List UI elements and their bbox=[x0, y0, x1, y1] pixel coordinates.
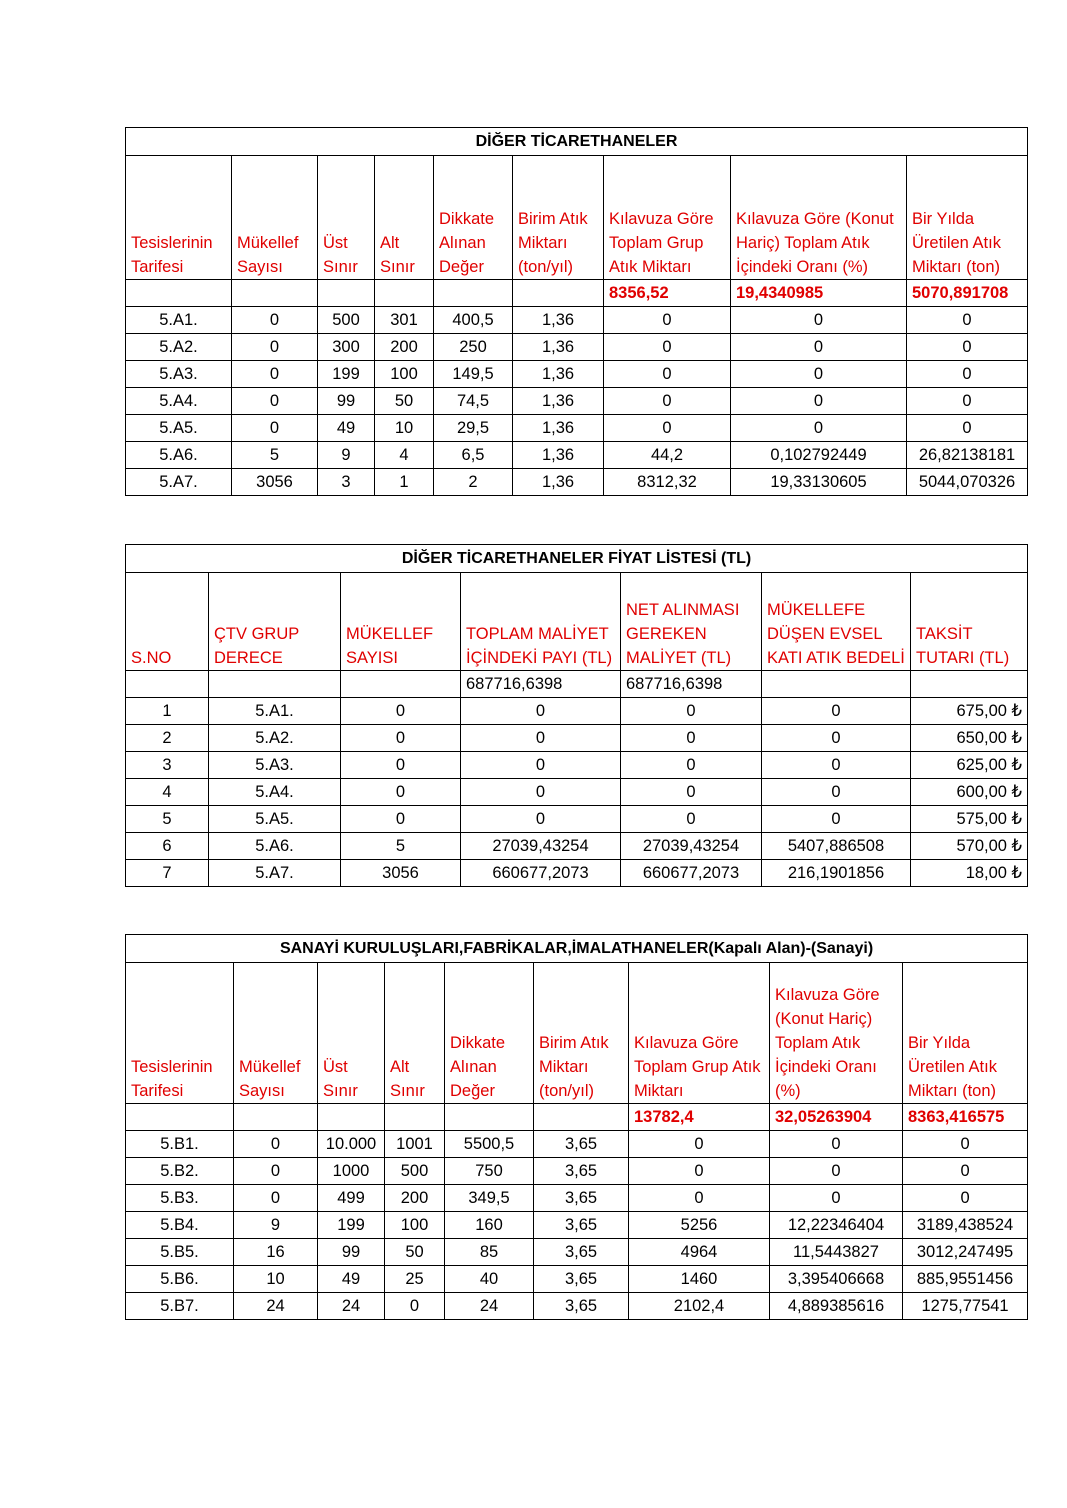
table-cell: 3,65 bbox=[534, 1239, 629, 1266]
table-cell: 660677,2073 bbox=[461, 860, 621, 887]
table-cell: 5 bbox=[341, 833, 461, 860]
column-header: Alt Sınır bbox=[375, 156, 434, 280]
table-cell: 5.A2. bbox=[126, 334, 232, 361]
table-cell: 149,5 bbox=[434, 361, 513, 388]
table-row bbox=[126, 388, 1028, 415]
table-cell: 0 bbox=[461, 752, 621, 779]
column-header: Kılavuza Göre (Konut Hariç) Toplam Atık İçindeki Oranı (%) bbox=[731, 156, 907, 280]
table-cell: 0 bbox=[234, 1185, 318, 1212]
table-cell: 26,82138181 bbox=[907, 442, 1028, 469]
table-row bbox=[126, 361, 1028, 388]
table-cell: 5.A7. bbox=[126, 469, 232, 496]
table-row bbox=[126, 860, 1028, 887]
column-header: Bir Yılda Üretilen Atık Miktarı (ton) bbox=[907, 156, 1028, 280]
table-cell: 49 bbox=[318, 1266, 385, 1293]
table-cell: 0 bbox=[621, 806, 762, 833]
column-header: Dikkate Alınan Değer bbox=[434, 156, 513, 280]
table-row bbox=[126, 752, 1028, 779]
total-cell bbox=[385, 1104, 445, 1131]
table-cell: 0 bbox=[341, 806, 461, 833]
table-cell: 5 bbox=[126, 806, 209, 833]
table-row bbox=[126, 1266, 1028, 1293]
table-cell: 25 bbox=[385, 1266, 445, 1293]
table-cell: 5.A6. bbox=[209, 833, 341, 860]
table-cell: 0 bbox=[604, 388, 731, 415]
table-cell: 3,65 bbox=[534, 1185, 629, 1212]
table-row bbox=[126, 1131, 1028, 1158]
table-cell: 1460 bbox=[629, 1266, 770, 1293]
table-cell: 0 bbox=[461, 779, 621, 806]
table-cell: 4 bbox=[375, 442, 434, 469]
table-cell: 216,1901856 bbox=[762, 860, 911, 887]
table-cell: 885,9551456 bbox=[903, 1266, 1028, 1293]
total-cell bbox=[911, 671, 1028, 698]
table-cell: 0 bbox=[604, 334, 731, 361]
table-cell: 3 bbox=[318, 469, 375, 496]
table-cell: 0 bbox=[731, 334, 907, 361]
table-cell: 1,36 bbox=[513, 415, 604, 442]
table-cell: 1,36 bbox=[513, 361, 604, 388]
table-cell: 0 bbox=[907, 388, 1028, 415]
table-cell: 6 bbox=[126, 833, 209, 860]
table-cell: 5.A4. bbox=[126, 388, 232, 415]
table-cell: 3,65 bbox=[534, 1212, 629, 1239]
table-cell: 0 bbox=[604, 307, 731, 334]
table-cell: 500 bbox=[318, 307, 375, 334]
total-cell bbox=[341, 671, 461, 698]
table-cell: 0 bbox=[232, 415, 318, 442]
table-row bbox=[126, 833, 1028, 860]
table-cell: 5.A3. bbox=[126, 361, 232, 388]
column-header: S.NO bbox=[126, 573, 209, 671]
table-cell: 5044,070326 bbox=[907, 469, 1028, 496]
table-cell: 675,00 ₺ bbox=[911, 698, 1028, 725]
table-cell: 3,395406668 bbox=[770, 1266, 903, 1293]
total-cell bbox=[209, 671, 341, 698]
column-header: Kılavuza Göre Toplam Grup Atık Miktarı bbox=[604, 156, 731, 280]
table-cell: 4,889385616 bbox=[770, 1293, 903, 1320]
table-cell: 0 bbox=[341, 725, 461, 752]
table-cell: 0 bbox=[385, 1293, 445, 1320]
table-cell: 44,2 bbox=[604, 442, 731, 469]
total-cell bbox=[445, 1104, 534, 1131]
table-cell: 3,65 bbox=[534, 1266, 629, 1293]
table-cell: 400,5 bbox=[434, 307, 513, 334]
table-cell: 3,65 bbox=[534, 1158, 629, 1185]
table-cell: 349,5 bbox=[445, 1185, 534, 1212]
column-header: Üst Sınır bbox=[318, 156, 375, 280]
table-cell: 625,00 ₺ bbox=[911, 752, 1028, 779]
table-cell: 10 bbox=[375, 415, 434, 442]
table-cell: 0 bbox=[461, 806, 621, 833]
column-header: Mükellef Sayısı bbox=[232, 156, 318, 280]
total-group-waste: 8356,52 bbox=[604, 280, 731, 307]
table-cell: 85 bbox=[445, 1239, 534, 1266]
table-row bbox=[126, 415, 1028, 442]
table-cell: 5.A1. bbox=[126, 307, 232, 334]
table-cell: 0 bbox=[907, 415, 1028, 442]
table-title: DİĞER TİCARETHANELER bbox=[126, 128, 1028, 156]
total-cell bbox=[318, 280, 375, 307]
table-cell: 5.B5. bbox=[126, 1239, 234, 1266]
column-header: Alt Sınır bbox=[385, 963, 445, 1104]
column-header: ÇTV GRUP DERECE bbox=[209, 573, 341, 671]
total-net-cost: 687716,6398 bbox=[621, 671, 762, 698]
table-cell: 0 bbox=[903, 1158, 1028, 1185]
table-cell: 27039,43254 bbox=[461, 833, 621, 860]
table-cell: 5.A5. bbox=[126, 415, 232, 442]
total-cell bbox=[513, 280, 604, 307]
table-cell: 4 bbox=[126, 779, 209, 806]
table-cell: 5.A4. bbox=[209, 779, 341, 806]
table-cell: 0 bbox=[621, 698, 762, 725]
table-cell: 5.A7. bbox=[209, 860, 341, 887]
table-cell: 2 bbox=[126, 725, 209, 752]
table-cell: 24 bbox=[318, 1293, 385, 1320]
column-header: Birim Atık Miktarı (ton/yıl) bbox=[513, 156, 604, 280]
table-cell: 99 bbox=[318, 1239, 385, 1266]
table-row bbox=[126, 469, 1028, 496]
table-row bbox=[126, 307, 1028, 334]
table-cell: 3012,247495 bbox=[903, 1239, 1028, 1266]
table-cell: 0 bbox=[232, 307, 318, 334]
table-cell: 6,5 bbox=[434, 442, 513, 469]
column-header: Mükellef Sayısı bbox=[234, 963, 318, 1104]
table-cell: 5.B1. bbox=[126, 1131, 234, 1158]
table-cell: 0 bbox=[731, 415, 907, 442]
column-header: NET ALINMASI GEREKEN MALİYET (TL) bbox=[621, 573, 762, 671]
table-cell: 100 bbox=[385, 1212, 445, 1239]
table-cell: 1000 bbox=[318, 1158, 385, 1185]
total-cell bbox=[318, 1104, 385, 1131]
table-cell: 50 bbox=[375, 388, 434, 415]
header-row bbox=[126, 573, 1028, 671]
column-header: MÜKELLEF SAYISI bbox=[341, 573, 461, 671]
table-cell: 0 bbox=[461, 698, 621, 725]
totals-row bbox=[126, 671, 1028, 698]
table-cell: 5.B7. bbox=[126, 1293, 234, 1320]
table-cell: 3 bbox=[126, 752, 209, 779]
table-cell: 0 bbox=[604, 361, 731, 388]
table-cell: 750 bbox=[445, 1158, 534, 1185]
table-cell: 18,00 ₺ bbox=[911, 860, 1028, 887]
table-cell: 650,00 ₺ bbox=[911, 725, 1028, 752]
column-header: Tesislerinin Tarifesi bbox=[126, 963, 234, 1104]
table-cell: 24 bbox=[234, 1293, 318, 1320]
column-header: MÜKELLEFE DÜŞEN EVSEL KATI ATIK BEDELİ bbox=[762, 573, 911, 671]
table-cell: 0 bbox=[731, 361, 907, 388]
table-cell: 0 bbox=[903, 1185, 1028, 1212]
table-cell: 0 bbox=[341, 752, 461, 779]
table-cell: 500 bbox=[385, 1158, 445, 1185]
table-cell: 600,00 ₺ bbox=[911, 779, 1028, 806]
table-cell: 0 bbox=[234, 1158, 318, 1185]
table-cell: 5.B6. bbox=[126, 1266, 234, 1293]
table-cell: 10 bbox=[234, 1266, 318, 1293]
table-cell: 1,36 bbox=[513, 334, 604, 361]
column-header: Bir Yılda Üretilen Atık Miktarı (ton) bbox=[903, 963, 1028, 1104]
table-cell: 0 bbox=[629, 1185, 770, 1212]
table-cell: 1,36 bbox=[513, 388, 604, 415]
table-cell: 660677,2073 bbox=[621, 860, 762, 887]
table-cell: 0 bbox=[731, 307, 907, 334]
table-cell: 29,5 bbox=[434, 415, 513, 442]
table-cell: 3189,438524 bbox=[903, 1212, 1028, 1239]
table-row bbox=[126, 1293, 1028, 1320]
table-cell: 0 bbox=[234, 1131, 318, 1158]
table-cell: 5.A1. bbox=[209, 698, 341, 725]
column-header: Tesislerinin Tarifesi bbox=[126, 156, 232, 280]
waste-table-industry bbox=[125, 934, 1028, 1320]
table-cell: 49 bbox=[318, 415, 375, 442]
table-cell: 100 bbox=[375, 361, 434, 388]
table-cell: 5.B2. bbox=[126, 1158, 234, 1185]
table-cell: 5.B3. bbox=[126, 1185, 234, 1212]
totals-row bbox=[126, 1104, 1028, 1131]
table-cell: 0 bbox=[341, 779, 461, 806]
table-cell: 99 bbox=[318, 388, 375, 415]
table-cell: 160 bbox=[445, 1212, 534, 1239]
table-cell: 9 bbox=[318, 442, 375, 469]
table-cell: 27039,43254 bbox=[621, 833, 762, 860]
table-cell: 0 bbox=[629, 1158, 770, 1185]
table-cell: 0 bbox=[621, 752, 762, 779]
total-cell bbox=[762, 671, 911, 698]
total-cell bbox=[534, 1104, 629, 1131]
table-cell: 300 bbox=[318, 334, 375, 361]
column-header: TAKSİT TUTARI (TL) bbox=[911, 573, 1028, 671]
table-cell: 40 bbox=[445, 1266, 534, 1293]
table-cell: 24 bbox=[445, 1293, 534, 1320]
total-cell bbox=[434, 280, 513, 307]
total-ratio: 32,05263904 bbox=[770, 1104, 903, 1131]
table-cell: 0 bbox=[341, 698, 461, 725]
table-cell: 0 bbox=[907, 334, 1028, 361]
total-yearly-waste: 5070,891708 bbox=[907, 280, 1028, 307]
table-cell: 2102,4 bbox=[629, 1293, 770, 1320]
table-cell: 5407,886508 bbox=[762, 833, 911, 860]
table-cell: 50 bbox=[385, 1239, 445, 1266]
total-cell bbox=[232, 280, 318, 307]
table-cell: 5500,5 bbox=[445, 1131, 534, 1158]
column-header: Kılavuza Göre Toplam Grup Atık Miktarı bbox=[629, 963, 770, 1104]
table-row bbox=[126, 725, 1028, 752]
table-cell: 1 bbox=[375, 469, 434, 496]
table-cell: 0 bbox=[770, 1158, 903, 1185]
table-row bbox=[126, 334, 1028, 361]
column-header: Kılavuza Göre (Konut Hariç) Toplam Atık İçindeki Oranı (%) bbox=[770, 963, 903, 1104]
table-cell: 19,33130605 bbox=[731, 469, 907, 496]
table-cell: 200 bbox=[375, 334, 434, 361]
column-header: TOPLAM MALİYET İÇİNDEKİ PAYI (TL) bbox=[461, 573, 621, 671]
table-cell: 5.A3. bbox=[209, 752, 341, 779]
total-group-waste: 13782,4 bbox=[629, 1104, 770, 1131]
table-cell: 0 bbox=[232, 361, 318, 388]
total-cell bbox=[234, 1104, 318, 1131]
table-cell: 5.B4. bbox=[126, 1212, 234, 1239]
table-title: DİĞER TİCARETHANELER FİYAT LİSTESİ (TL) bbox=[126, 545, 1028, 573]
table-cell: 1,36 bbox=[513, 442, 604, 469]
table-cell: 3,65 bbox=[534, 1131, 629, 1158]
table-cell: 0 bbox=[903, 1131, 1028, 1158]
table-cell: 575,00 ₺ bbox=[911, 806, 1028, 833]
table-row bbox=[126, 698, 1028, 725]
table-cell: 5.A5. bbox=[209, 806, 341, 833]
table-cell: 16 bbox=[234, 1239, 318, 1266]
table-cell: 2 bbox=[434, 469, 513, 496]
table-cell: 0 bbox=[762, 752, 911, 779]
table-title: SANAYİ KURULUŞLARI,FABRİKALAR,İMALATHANELER(Kapalı Alan)-(Sanayi) bbox=[126, 935, 1028, 963]
table-row bbox=[126, 1212, 1028, 1239]
table-cell: 12,22346404 bbox=[770, 1212, 903, 1239]
column-header: Birim Atık Miktarı (ton/yıl) bbox=[534, 963, 629, 1104]
table-row bbox=[126, 779, 1028, 806]
table-cell: 250 bbox=[434, 334, 513, 361]
column-header: Dikkate Alınan Değer bbox=[445, 963, 534, 1104]
table-cell: 0 bbox=[461, 725, 621, 752]
table-cell: 10.000 bbox=[318, 1131, 385, 1158]
table-cell: 4964 bbox=[629, 1239, 770, 1266]
table-cell: 1 bbox=[126, 698, 209, 725]
table-cell: 1275,77541 bbox=[903, 1293, 1028, 1320]
table-cell: 0 bbox=[232, 334, 318, 361]
table-cell: 499 bbox=[318, 1185, 385, 1212]
table-cell: 1,36 bbox=[513, 469, 604, 496]
total-ratio: 19,4340985 bbox=[731, 280, 907, 307]
table-cell: 199 bbox=[318, 361, 375, 388]
table-cell: 0 bbox=[629, 1131, 770, 1158]
table-cell: 3056 bbox=[232, 469, 318, 496]
table-cell: 3,65 bbox=[534, 1293, 629, 1320]
table-cell: 0 bbox=[604, 415, 731, 442]
table-cell: 0 bbox=[770, 1131, 903, 1158]
table-cell: 3056 bbox=[341, 860, 461, 887]
table-cell: 199 bbox=[318, 1212, 385, 1239]
waste-table-other-businesses bbox=[125, 127, 1028, 496]
table-cell: 0,102792449 bbox=[731, 442, 907, 469]
price-list-table bbox=[125, 544, 1028, 887]
table-cell: 74,5 bbox=[434, 388, 513, 415]
table-row bbox=[126, 442, 1028, 469]
table-cell: 0 bbox=[762, 806, 911, 833]
table-cell: 1,36 bbox=[513, 307, 604, 334]
table-row bbox=[126, 1185, 1028, 1212]
table-cell: 0 bbox=[232, 388, 318, 415]
table-row bbox=[126, 806, 1028, 833]
table-cell: 0 bbox=[762, 698, 911, 725]
header-row bbox=[126, 156, 1028, 280]
table-cell: 0 bbox=[907, 361, 1028, 388]
table-cell: 0 bbox=[762, 725, 911, 752]
table-cell: 0 bbox=[621, 725, 762, 752]
table-cell: 11,5443827 bbox=[770, 1239, 903, 1266]
total-cell bbox=[126, 671, 209, 698]
column-header: Üst Sınır bbox=[318, 963, 385, 1104]
table-row bbox=[126, 1239, 1028, 1266]
total-cell bbox=[126, 280, 232, 307]
table-cell: 0 bbox=[731, 388, 907, 415]
table-cell: 301 bbox=[375, 307, 434, 334]
total-cell bbox=[126, 1104, 234, 1131]
table-cell: 9 bbox=[234, 1212, 318, 1239]
table-cell: 570,00 ₺ bbox=[911, 833, 1028, 860]
table-cell: 0 bbox=[907, 307, 1028, 334]
table-cell: 0 bbox=[770, 1185, 903, 1212]
total-cost-share: 687716,6398 bbox=[461, 671, 621, 698]
table-cell: 5.A6. bbox=[126, 442, 232, 469]
total-cell bbox=[375, 280, 434, 307]
table-cell: 8312,32 bbox=[604, 469, 731, 496]
table-cell: 1001 bbox=[385, 1131, 445, 1158]
table-cell: 5256 bbox=[629, 1212, 770, 1239]
table-row bbox=[126, 1158, 1028, 1185]
table-cell: 5 bbox=[232, 442, 318, 469]
table-cell: 7 bbox=[126, 860, 209, 887]
table-cell: 0 bbox=[762, 779, 911, 806]
totals-row bbox=[126, 280, 1028, 307]
table-cell: 5.A2. bbox=[209, 725, 341, 752]
table-cell: 0 bbox=[621, 779, 762, 806]
header-row bbox=[126, 963, 1028, 1104]
total-yearly-waste: 8363,416575 bbox=[903, 1104, 1028, 1131]
table-cell: 200 bbox=[385, 1185, 445, 1212]
